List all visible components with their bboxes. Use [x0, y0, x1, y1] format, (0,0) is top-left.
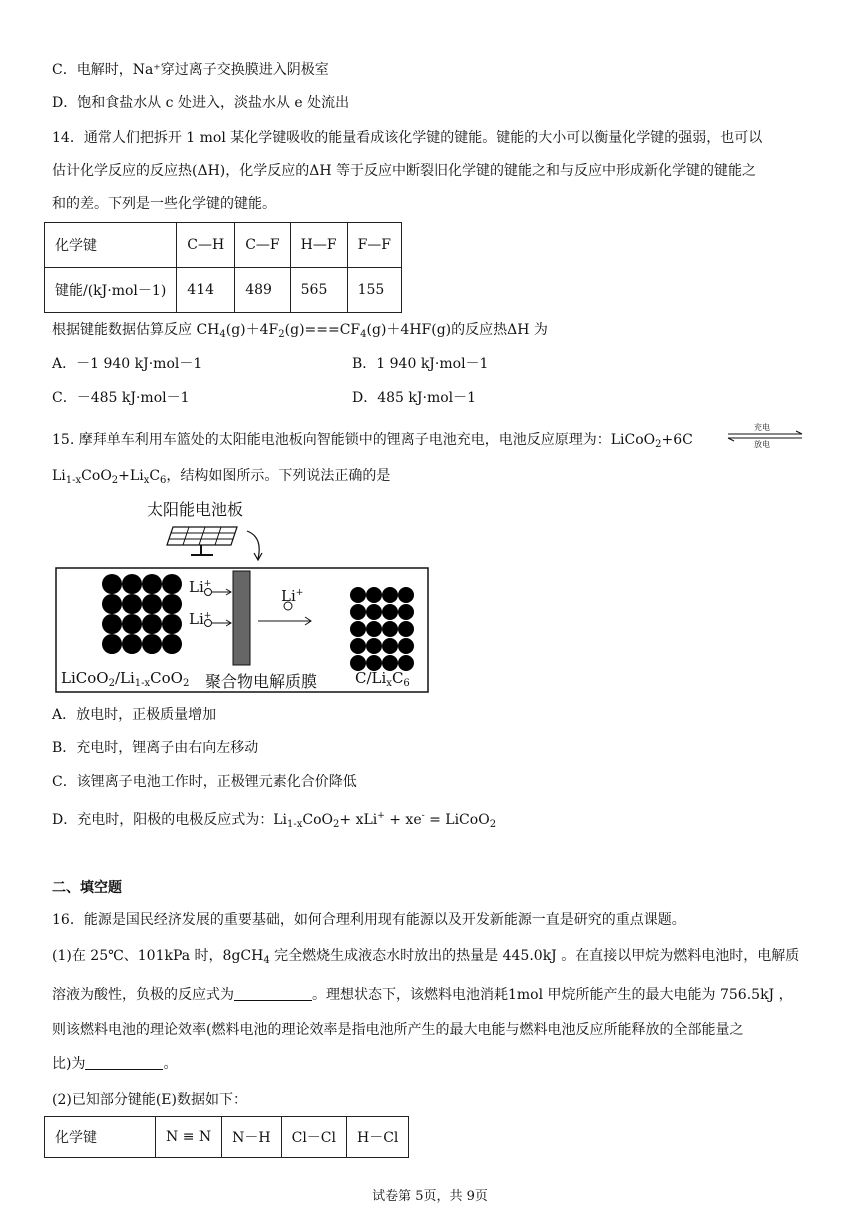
left-electrode-label: $LiCoO_2/Li_{1-x}CoO_2$: [61, 669, 190, 689]
q15-stem-part: +Li: [118, 468, 144, 484]
li-ion-label-3: Li+: [281, 587, 304, 605]
membrane: [233, 571, 250, 665]
q15-stem-part: +6C: [661, 432, 693, 448]
q15-stem-line2: [52, 466, 390, 491]
q14-question-part: (g)＋4HF(g)的反应热ΔH 为: [366, 322, 548, 338]
membrane-label: 聚合物电解质膜: [205, 672, 318, 691]
q16-part1-line4: [52, 1054, 177, 1074]
table-cell: H－Cl: [347, 1117, 409, 1158]
table-cell: N－H: [222, 1117, 281, 1158]
q15-option-part: + xLi: [339, 812, 378, 828]
subscript: 4: [263, 955, 270, 966]
subscript: x: [143, 475, 150, 486]
battery-diagram-graphic: [55, 497, 430, 693]
table-cell: 键能/(kJ·mol－1): [45, 268, 177, 313]
page-footer: 试卷第 5页，共 9页: [372, 1189, 488, 1204]
table-cell: 155: [347, 268, 401, 313]
arrow-label-discharge: 放电: [754, 440, 770, 449]
table-row: [45, 1117, 409, 1158]
q16-part: (1)在 25℃、101kPa 时，8gCH: [52, 948, 264, 964]
q16-part: 。理想状态下，该燃料电池消耗1mol 甲烷所能产生的最大电能为 756.5kJ ，: [312, 987, 793, 1003]
right-electrode-label: $C/Li_xC_6$: [355, 669, 410, 689]
right-electrode: [350, 587, 414, 671]
q16-part: 。: [163, 1056, 178, 1072]
q15-option-part: CoO: [302, 812, 334, 828]
reversible-arrow: [724, 424, 806, 450]
q16-part: 完全燃烧生成液态水时放出的热量是 445.0kJ 。在直接以甲烷为燃料电池时，电解质: [269, 948, 800, 964]
q16-part: 溶液为酸性，负极的反应式为: [52, 987, 234, 1003]
q15-option-part: = LiCoO: [424, 812, 490, 828]
table-cell: F—F: [347, 223, 401, 268]
table-cell: H—F: [290, 223, 347, 268]
q16-part2: (2)已知部分键能(E)数据如下：: [52, 1092, 247, 1108]
q15-option-c: C．该锂离子电池工作时，正极锂元素化合价降低: [52, 774, 357, 790]
q15-option-a: A．放电时，正极质量增加: [52, 707, 217, 723]
q16-part1-line1: [52, 946, 799, 971]
table-cell: N ≡ N: [156, 1117, 222, 1158]
q14-stem-line1: 14．通常人们把拆开 1 mol 某化学键吸收的能量看成该化学键的键能。键能的大小可以衡量化学键的强弱，也可以: [52, 130, 763, 146]
q15-stem-part: 15. 摩拜单车利用车篮处的太阳能电池板向智能锁中的锂离子电池充电，电池反应原理为：LiCoO: [52, 432, 656, 448]
subscript: 1-x: [287, 819, 303, 830]
left-electrode: [102, 574, 182, 654]
bond-energy-table: [44, 222, 402, 313]
q16-part1-line3: 则该燃料电池的理论效率(燃料电池的理论效率是指电池所产生的最大电能与燃料电池反应所能释放的全部能量之: [52, 1022, 744, 1038]
superscript: -: [421, 811, 425, 821]
q15-option-b: B．充电时，锂离子由右向左移动: [52, 740, 259, 756]
q15-option-d: [52, 806, 496, 835]
q14-option-b: B．1 940 kJ·mol－1: [352, 356, 489, 372]
subscript: 2: [655, 439, 662, 450]
table-cell: 489: [235, 268, 290, 313]
q15-stem-part: Li: [52, 468, 66, 484]
table-row: [45, 223, 402, 268]
battery-diagram: [55, 497, 430, 693]
q15-stem-line1: [52, 430, 693, 455]
table-cell: Cl－Cl: [281, 1117, 346, 1158]
q14-question-part: 根据键能数据估算反应 CH: [52, 322, 220, 338]
subscript: 4: [219, 329, 226, 340]
subscript: 2: [489, 819, 497, 830]
q14-question-part: (g)＋4F: [225, 322, 279, 338]
solar-panel-icon: [167, 527, 262, 560]
li-ion-label-1: Li+: [189, 578, 212, 596]
q15-stem-part: ，结构如图所示。下列说法正确的是: [166, 468, 391, 484]
subscript: 2: [333, 819, 340, 830]
answer-blank[interactable]: [85, 1055, 163, 1070]
subscript: 1-x: [65, 475, 82, 486]
q13-option-c: C．电解时，Na⁺穿过离子交换膜进入阴极室: [52, 62, 329, 78]
q14-question: [52, 320, 548, 345]
superscript: +: [377, 811, 385, 821]
q15-option-part: + xe: [384, 812, 422, 828]
q13-option-d: D．饱和食盐水从 c 处进入，淡盐水从 e 处流出: [52, 95, 350, 111]
subscript: 2: [111, 475, 119, 486]
bond-energy-table-2: [44, 1116, 409, 1158]
table-cell: 414: [177, 268, 235, 313]
subscript: 2: [278, 329, 285, 340]
table-row: [45, 268, 402, 313]
q16-part: 比)为: [52, 1056, 86, 1072]
q14-option-d: D．485 kJ·mol－1: [352, 390, 477, 406]
arrow-label-charge: 充电: [754, 423, 770, 432]
q15-stem-part: CoO: [81, 468, 112, 484]
solar-panel-label: 太阳能电池板: [147, 500, 244, 519]
q16-part1-line2: [52, 985, 793, 1005]
q14-option-a: A．－1 940 kJ·mol－1: [52, 356, 203, 372]
table-cell: 化学键: [45, 223, 177, 268]
q14-question-part: (g)===CF: [284, 322, 361, 338]
answer-blank[interactable]: [234, 986, 312, 1001]
q14-option-c: C．－485 kJ·mol－1: [52, 390, 190, 406]
q15-stem-part: C: [149, 468, 161, 484]
q15-option-part: D．充电时，阳极的电极反应式为：Li: [52, 812, 287, 828]
table-cell: 565: [290, 268, 347, 313]
q14-stem-line2: 估计化学反应的反应热(ΔH)，化学反应的ΔH 等于反应中断裂旧化学键的键能之和与反应中形成新化学键的键能之: [52, 163, 757, 179]
q14-stem-line3: 和的差。下列是一些化学键的键能。: [52, 196, 276, 212]
table-cell: C—F: [235, 223, 290, 268]
q16-stem: 16．能源是国民经济发展的重要基础，如何合理利用现有能源以及开发新能源一直是研究的重点课题。: [52, 912, 686, 928]
subscript: 4: [360, 329, 367, 340]
li-ion-label-2: Li+: [189, 610, 212, 628]
table-cell: 化学键: [45, 1117, 156, 1158]
section-heading: 二、填空题: [52, 880, 122, 896]
subscript: 6: [160, 475, 167, 486]
table-cell: C—H: [177, 223, 235, 268]
